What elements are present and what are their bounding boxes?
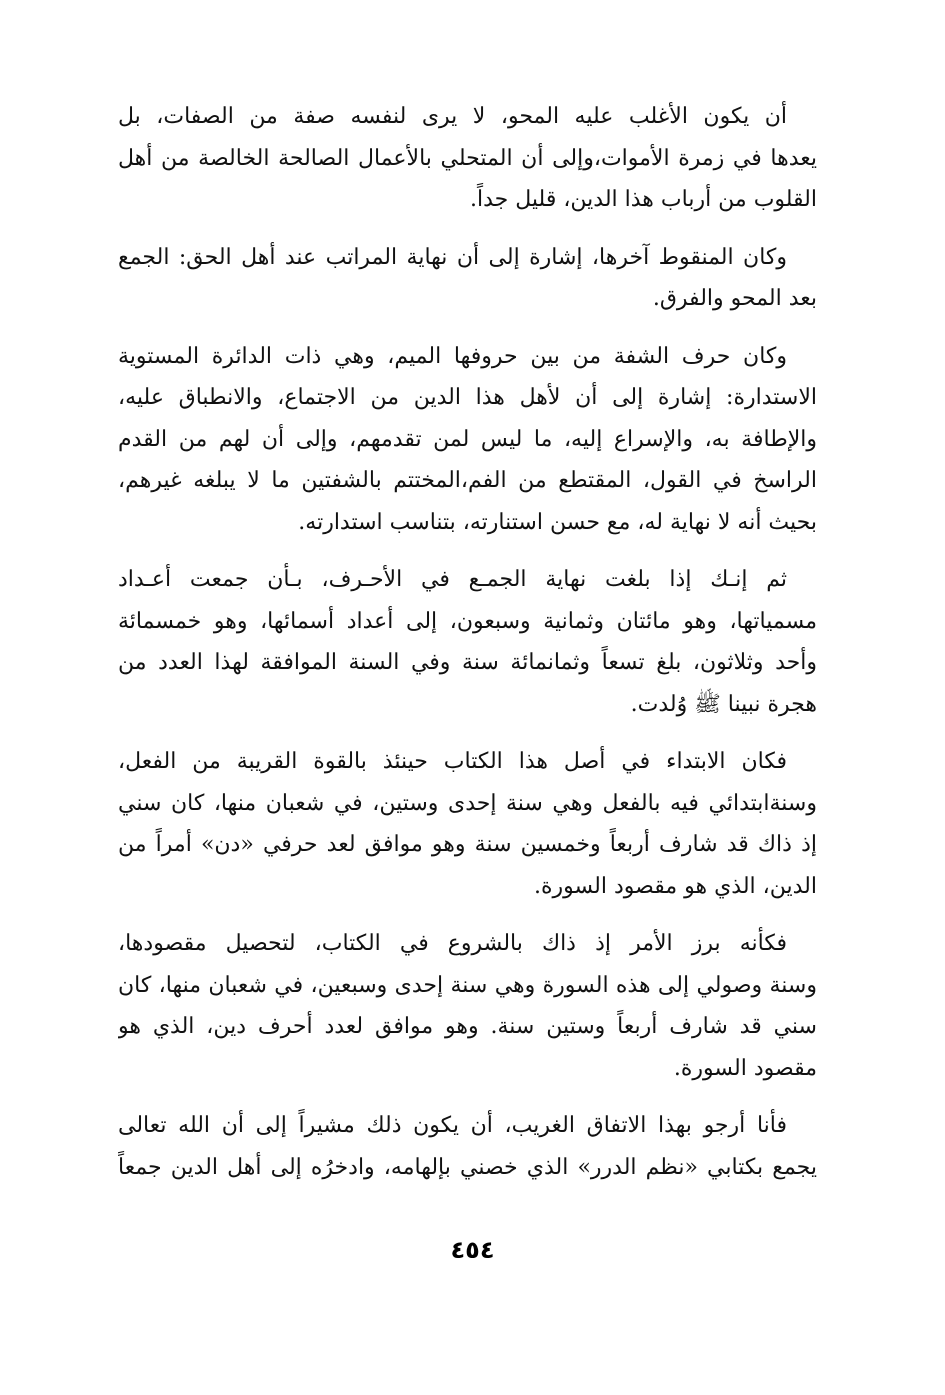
text-line: فكان الابتداء في أصل هذا الكتاب حينئذ بالقوة القريبة من الفعل، <box>118 749 787 774</box>
paragraph <box>118 741 817 907</box>
paragraph <box>118 336 817 544</box>
text-line: مقصود السورة. <box>673 1055 817 1081</box>
text-line: القلوب من أرباب هذا الدين، قليل جداً. <box>469 187 817 212</box>
text-line: بحيث أنه لا نهاية له، مع حسن استنارته، بتناسب استدارته. <box>298 509 817 535</box>
text-line: وأحد وثلاثون، بلغ تسعاً وثمانمائة سنة وفي السنة الموافقة لهذا العدد من <box>118 650 817 675</box>
text-line: فكأنه برز الأمر إذ ذاك بالشروع في الكتاب، لتحصيل مقصودها، <box>118 931 787 956</box>
text-line: بعد المحو والفرق. <box>652 286 817 311</box>
paragraph <box>118 96 817 221</box>
text-line: الاستدارة: إشارة إلى أن لأهل هذا الدين من الاجتماع، والانطباق عليه، <box>118 385 817 410</box>
paragraph <box>118 237 817 320</box>
text-line: ثم إنـك إذا بلغت نهاية الجمـع في الأحـرف، بـأن جمعت أعـداد <box>118 567 787 592</box>
text-line: مسمياتها، وهو مائتان وثمانية وسبعون، إلى أعداد أسمائها، وهو خمسمائة <box>118 608 817 634</box>
page-number: ٤٥٤ <box>450 1236 495 1264</box>
text-line: والإطافة به، والإسراع إليه، ما ليس لمن تقدمهم، وإلى أن لهم من القدم <box>118 426 817 452</box>
text-line: الدين، الذي هو مقصود السورة. <box>534 873 817 899</box>
body-text <box>118 96 817 1204</box>
text-line: وكان المنقوط آخرها، إشارة إلى أن نهاية المراتب عند أهل الحق: الجمع <box>118 244 787 270</box>
paragraph <box>118 1105 817 1188</box>
text-line: الراسخ في القول، المقتطع من الفم،المختتم بالشفتين ما لا يبلغه غيرهم، <box>118 468 817 493</box>
text-line: هجرة نبينا ﷺ وُلدت. <box>630 691 817 717</box>
text-line: أن يكون الأغلب عليه المحو، لا يرى لنفسه صفة من الصفات، بل <box>118 104 787 129</box>
paragraph <box>118 559 817 725</box>
text-line: يجمع بكتابي «نظم الدرر» الذي خصني بإلهامه، وادخرُه إلى أهل الدين جمعاً <box>118 1154 817 1180</box>
text-line: فأنا أرجو بهذا الاتفاق الغريب، أن يكون ذلك مشيراً إلى أن الله تعالى <box>118 1113 787 1138</box>
text-line: وسنةابتدائي فيه بالفعل وهي سنة إحدى وستين، في شعبان منها، كان سني <box>118 790 817 816</box>
text-line: يعدها في زمرة الأموات،وإلى أن المتحلي بالأعمال الصالحة الخالصة من أهل <box>118 145 817 171</box>
text-line: سني قد شارف أربعاً وستين سنة. وهو موافق لعدد أحرف دين، الذي هو <box>118 1014 817 1039</box>
paragraph <box>118 923 817 1089</box>
text-line: وكان حرف الشفة من بين حروفها الميم، وهي ذات الدائرة المستوية <box>118 343 787 369</box>
text-line: إذ ذاك قد شارف أربعاً وخمسين سنة وهو موافق لعد حرفي «دن» أمراً من <box>118 832 817 857</box>
text-line: وسنة وصولي إلى هذه السورة وهي سنة إحدى وسبعين، في شعبان منها، كان <box>118 972 817 998</box>
